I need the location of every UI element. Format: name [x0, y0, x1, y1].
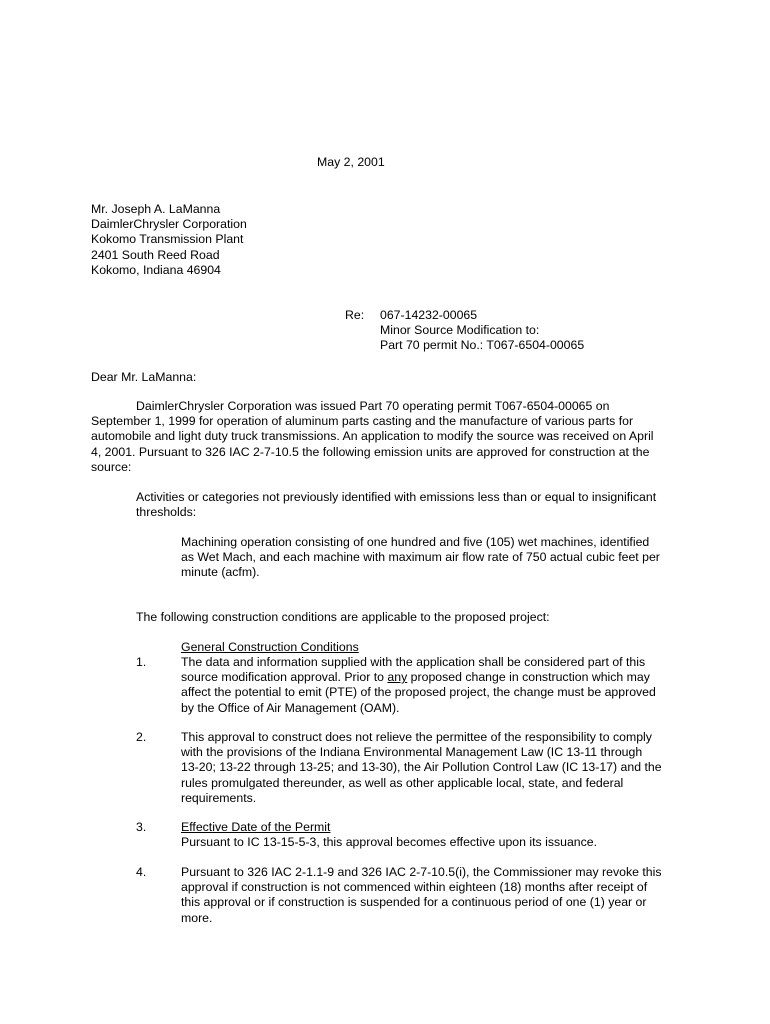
paragraph-line: Machining operation consisting of one hundred and five (105) wet machines, identified — [181, 535, 650, 549]
paragraph-line: DaimlerChrysler Corporation was issued Part 70 operating permit T067-6504-00065 on — [136, 399, 610, 413]
salutation: Dear Mr. LaManna: — [91, 370, 197, 384]
item-number: 4. — [136, 865, 147, 879]
address-line: DaimlerChrysler Corporation — [91, 217, 247, 232]
paragraph-line: more. — [181, 910, 213, 925]
paragraph-line: automobile and light duty truck transmissions. An application to modify the source was received on April — [91, 429, 654, 444]
re-label: Re: — [345, 308, 365, 322]
paragraph-line: by the Office of Air Management (OAM). — [181, 700, 400, 715]
effective-date-heading: Effective Date of the Permit — [181, 820, 331, 834]
paragraph-line: 4, 2001. Pursuant to 326 IAC 2-7-10.5 the following emission units are approved for construction at the — [91, 444, 650, 459]
paragraph-line: source modification approval. Prior to any proposed change in construction which may — [181, 670, 650, 685]
item-number: 1. — [136, 655, 147, 669]
re-line: Part 70 permit No.: T067-6504-00065 — [380, 338, 585, 353]
address-line: Kokomo Transmission Plant — [91, 232, 244, 247]
paragraph-line: This approval to construct does not relieve the permittee of the responsibility to comply — [181, 730, 652, 744]
item-number: 2. — [136, 730, 147, 744]
paragraph-line: rules promulgated thereunder, as well as other applicable local, state, and federal — [181, 775, 624, 790]
machining-paragraph — [181, 535, 660, 581]
paragraph-line: approval if construction is not commenced within eighteen (18) months after receipt of — [181, 880, 648, 895]
address-line: Mr. Joseph A. LaManna — [91, 202, 221, 216]
item-3-text — [181, 820, 597, 850]
item-1-text — [181, 655, 656, 716]
paragraph-line: 13-20; 13-22 through 13-25; and 13-30), the Air Pollution Control Law (IC 13-17) and the — [181, 760, 662, 775]
address-line: 2401 South Reed Road — [91, 247, 220, 262]
re-reference — [380, 308, 584, 354]
paragraph-line: as Wet Mach, and each machine with maximum air flow rate of 750 actual cubic feet per — [181, 550, 660, 565]
paragraph-line: Activities or categories not previously identified with emissions less than or equal to insignificant — [136, 490, 657, 504]
re-line: Minor Source Modification to: — [380, 323, 540, 338]
item-number: 3. — [136, 820, 147, 834]
re-line: 067-14232-00065 — [380, 308, 478, 322]
paragraph-line: minute (acfm). — [181, 565, 260, 580]
general-conditions-heading: General Construction Conditions — [181, 640, 359, 654]
paragraph-line: this approval or if construction is suspended for a continuous period of one (1) year or — [181, 895, 647, 910]
paragraph-line: September 1, 1999 for operation of aluminum parts casting and the manufacture of various parts for — [91, 414, 634, 429]
recipient-address — [91, 202, 247, 278]
address-line: Kokomo, Indiana 46904 — [91, 262, 221, 277]
paragraph-line: affect the potential to emit (PTE) of the proposed project, the change must be approved — [181, 685, 656, 700]
conditions-intro: The following construction conditions are applicable to the proposed project: — [136, 610, 550, 624]
paragraph-line: source: — [91, 459, 132, 474]
item-4-text — [181, 865, 662, 926]
paragraph-line: thresholds: — [136, 505, 197, 520]
paragraph-line: The data and information supplied with the application shall be considered part of this — [181, 655, 646, 669]
activities-paragraph — [136, 490, 656, 520]
paragraph-line: with the provisions of the Indiana Environmental Management Law (IC 13-11 through — [181, 745, 643, 760]
item-2-text — [181, 730, 662, 806]
paragraph-line: requirements. — [181, 790, 257, 805]
letter-date: May 2, 2001 — [317, 155, 385, 169]
paragraph-line: Pursuant to 326 IAC 2-1.1-9 and 326 IAC 2-7-10.5(i), the Commissioner may revoke this — [181, 865, 662, 879]
intro-paragraph — [91, 399, 654, 475]
paragraph-line: Pursuant to IC 13-15-5-3, this approval becomes effective upon its issuance. — [181, 835, 598, 850]
